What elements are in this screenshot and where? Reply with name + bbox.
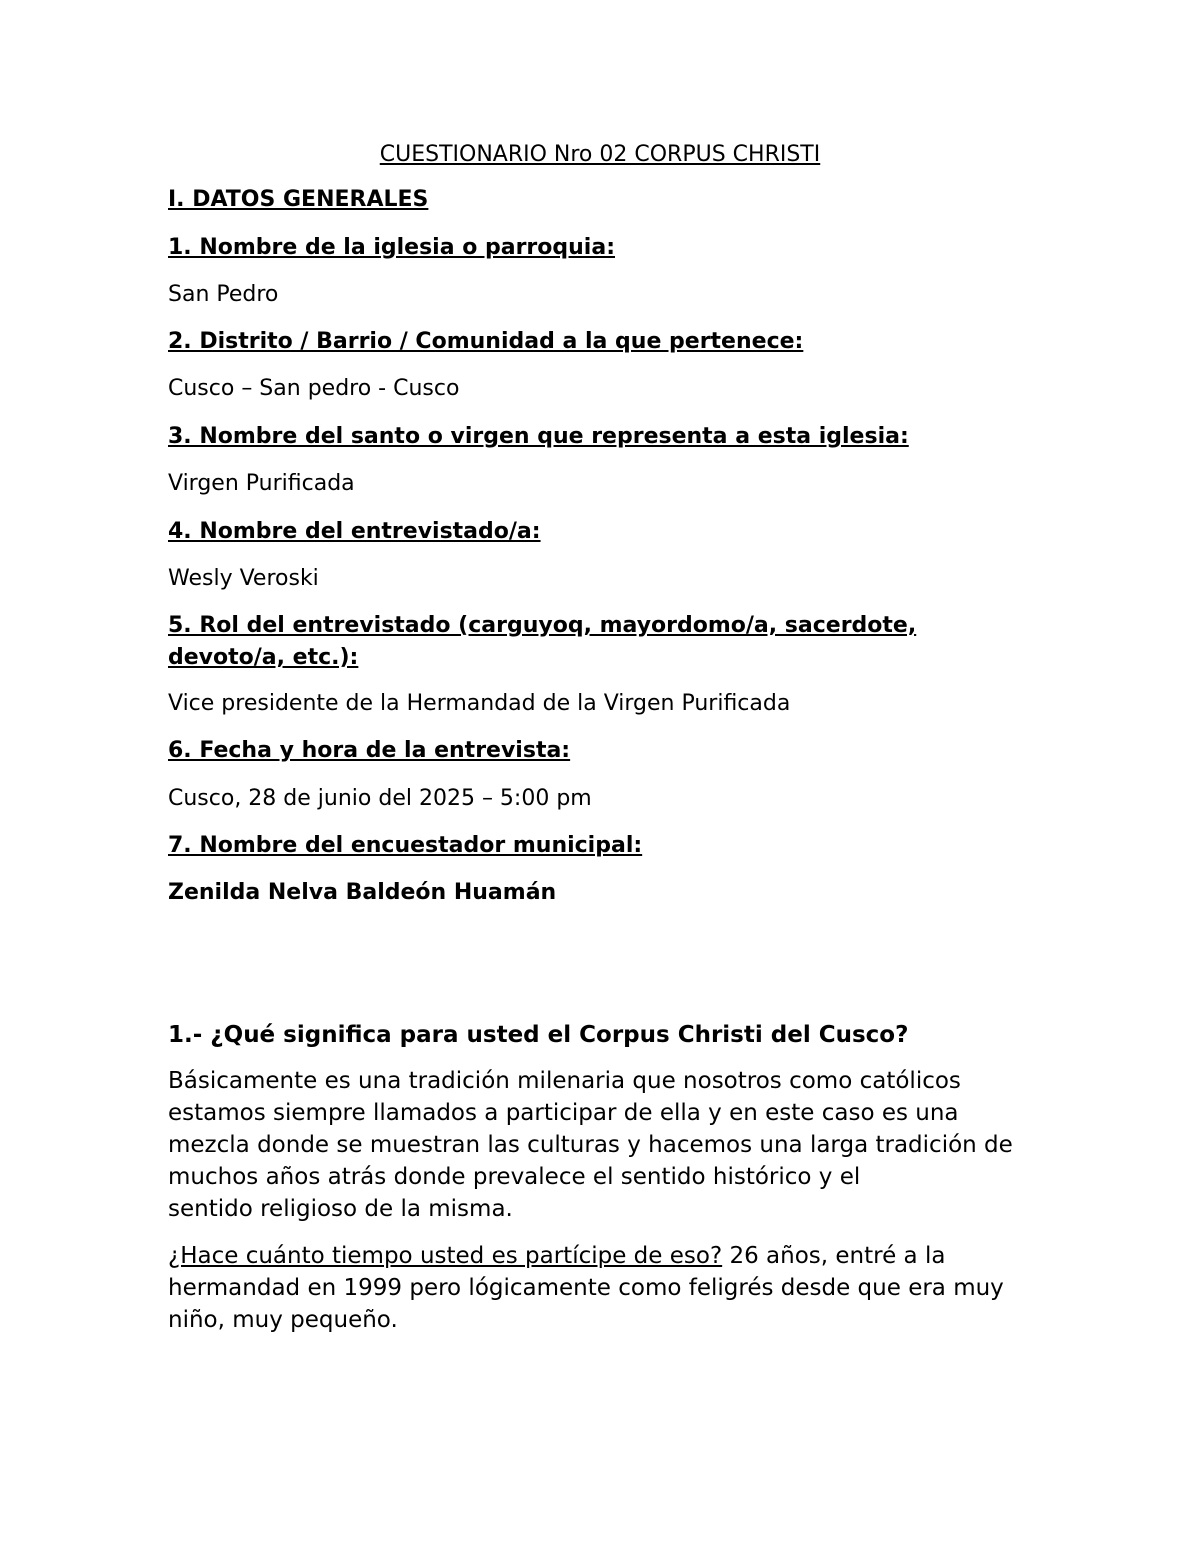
field-6-value: Cusco, 28 de junio del 2025 – 5:00 pm: [168, 786, 592, 811]
answer-line: mezcla donde se muestran las culturas y hacemos una larga tradición de: [168, 1132, 1013, 1158]
field-1-label: 1. Nombre de la iglesia o parroquia:: [168, 235, 615, 260]
followup-answer-line: hermandad en 1999 pero lógicamente como feligrés desde que era muy: [168, 1275, 1004, 1301]
field-7-value: Zenilda Nelva Baldeón Huamán: [168, 880, 557, 905]
field-3-value: Virgen Purificada: [168, 471, 355, 496]
answer-line: muchos años atrás donde prevalece el sentido histórico y el: [168, 1164, 861, 1190]
answer-line: sentido religioso de la misma.: [168, 1196, 513, 1222]
field-5-value: Vice presidente de la Hermandad de la Virgen Purificada: [168, 691, 791, 716]
followup-first-line: [168, 1240, 1048, 1272]
document-title: CUESTIONARIO Nro 02 CORPUS CHRISTI: [379, 142, 821, 167]
field-5-label-line-2: devoto/a, etc.):: [168, 645, 359, 670]
field-2-label: 2. Distrito / Barrio / Comunidad a la que pertenece:: [168, 329, 804, 354]
field-5-label-line-1: 5. Rol del entrevistado (carguyoq, mayordomo/a, sacerdote,: [168, 613, 917, 638]
followup-question: ¿Hace cuánto tiempo usted es partícipe de eso?: [168, 1243, 723, 1269]
field-1-value: San Pedro: [168, 282, 279, 307]
field-2-value: Cusco – San pedro - Cusco: [168, 376, 460, 401]
section-heading: I. DATOS GENERALES: [168, 187, 429, 212]
answer-line: Básicamente es una tradición milenaria que nosotros como católicos: [168, 1068, 961, 1094]
field-4-label: 4. Nombre del entrevistado/a:: [168, 519, 541, 544]
followup-answer-start: 26 años, entré a la: [722, 1243, 946, 1269]
field-3-label: 3. Nombre del santo o virgen que representa a esta iglesia:: [168, 424, 909, 449]
followup-answer-line: niño, muy pequeño.: [168, 1307, 398, 1333]
field-4-value: Wesly Veroski: [168, 566, 319, 591]
question-1-heading: 1.- ¿Qué significa para usted el Corpus Christi del Cusco?: [168, 1022, 909, 1048]
field-6-label: 6. Fecha y hora de la entrevista:: [168, 738, 571, 763]
answer-line: estamos siempre llamados a participar de ella y en este caso es una: [168, 1100, 959, 1126]
followup-paragraph: [168, 1240, 1048, 1336]
question-1-answer: [168, 1065, 1048, 1225]
field-7-label: 7. Nombre del encuestador municipal:: [168, 833, 643, 858]
